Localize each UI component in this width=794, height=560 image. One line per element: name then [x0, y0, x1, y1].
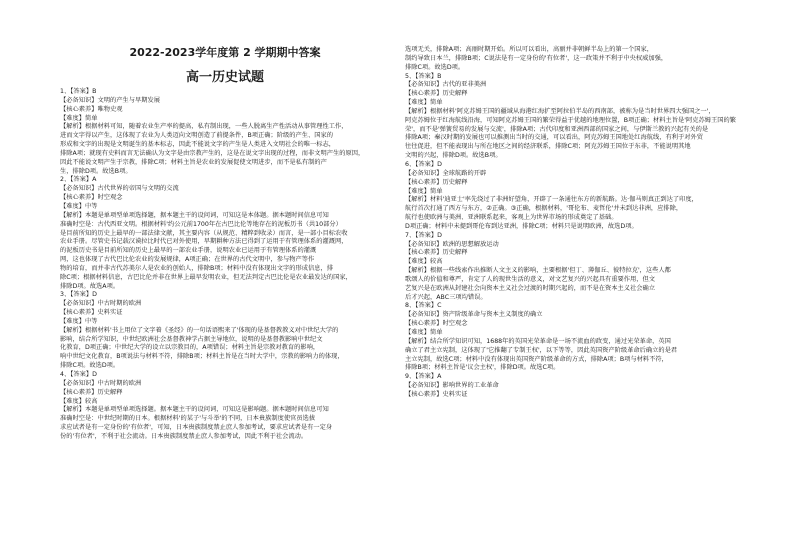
- right-line: 荣'，而不是'弹簧贸易的发展与交流'，排除A项；古代印度和亚洲西部的国家之间，与伊斯兰教的兴起有关的是: [405, 125, 709, 133]
- right-line: 确立了君主立宪制，这体现了'它推翻了专制王权'，以下等等，因此英国资产阶级革命后确立的是君: [405, 346, 678, 354]
- document-title: 2022-2023学年度第 2 学期期中答案: [129, 46, 321, 59]
- right-line: 【核心素养】时空观念: [405, 320, 468, 328]
- right-line: 【必备知识】影响世界的工业革命: [405, 382, 499, 390]
- right-line: 航行首次打通了西方与东方，②正确。③正确，根据材料，'哥伦布、麦哲伦'并未到达非洲，应排除，: [405, 205, 683, 213]
- right-line: 【核心素养】历史解释: [405, 249, 468, 257]
- right-line: 【难度】简单: [405, 329, 443, 336]
- right-line: D项正确；材料中未提到哥伦布到达亚洲，排除C项；材料只是说明欧洲，故选D项。: [405, 222, 638, 230]
- right-column: [405, 46, 743, 400]
- left-line: 【难度】中等: [60, 202, 98, 210]
- right-line: 【必备知识】资产阶级革命与资本主义制度的确立: [405, 311, 543, 319]
- left-line: 的泥板历史书是目前所知的历史上最早的一部农业手册，说明农业已运用于有管理体系的灌溉: [60, 247, 317, 255]
- right-line: 【难度】较高: [405, 258, 443, 266]
- left-line: 生，排除D项。故选B项。: [60, 167, 132, 175]
- left-line: 进而文字得以产生，这体现了农业为人类迈向文明创造了前提条件，B项正确；阶级的产生、国家的: [60, 132, 334, 140]
- right-line: 排除B项；材料主旨是'议会主权'，排除D项。故选C项。: [405, 364, 560, 372]
- left-line: 【难度】中等: [60, 317, 98, 325]
- left-column: [60, 45, 390, 442]
- left-line: 因此不能说文明产生于宗教，排除C项；材料主旨是农业的发展促使文明进步，而不是私有制的产: [60, 158, 327, 166]
- left-line: 影响，结合所学知识，中世纪欧洲社会基督教神学占据主导地位，说明的是基督教影响中世纪文: [60, 335, 323, 343]
- left-line: 【难度】简单: [60, 114, 98, 122]
- left-line: 3、【答案】D: [60, 291, 97, 299]
- left-line: 除C项；根据材料信息，古巴比伦并非在世界上最早发明农业，但无法判定古巴比伦是农业最发达的国家，: [60, 273, 352, 281]
- right-line: 【难度】简单: [405, 187, 443, 195]
- left-line: 响中世纪文化教育，B项说法与材料不符，排除B项；材料主旨是在当时大学中，宗教的影响力的体现，: [60, 353, 344, 361]
- right-line: 6、【答案】D: [405, 160, 442, 168]
- right-line: 5、【答案】B: [405, 72, 442, 80]
- right-line: 【必备知识】古代的亚非美洲: [405, 81, 487, 89]
- left-line: 农业手册。尽管史书记载汉谟拉比时代已对外使用，早期耕种方法已得到了运用于有管理体系的灌溉网，: [60, 238, 348, 246]
- left-line: 排除D项。故选A项。: [60, 282, 120, 290]
- left-line: 2、【答案】A: [60, 176, 97, 184]
- right-line: 【核心素养】历史解释: [405, 178, 468, 186]
- left-line: 求应试者是有一定身份的'有位者'，可知，日本贵族制度禁止庶人参加考试，要求应试者是有一定身: [60, 424, 333, 432]
- left-line: 形成和文字的出现是文明诞生的基本标志，因此不能说文字的产生是人类进入文明社会的唯一标志，: [60, 141, 335, 149]
- left-line: 【必备知识】中古时期的欧洲: [60, 300, 142, 308]
- left-line: 【核心素养】史料实证: [60, 309, 123, 317]
- right-line: 阿克苏姆位于红海航线沿海，可知阿克苏姆王国的繁荣得益于优越的地理位置，B项正确；材料主旨是'阿克苏姆王国的繁: [405, 116, 737, 124]
- right-line: 后才兴起，ABC三项均错误。: [405, 293, 487, 301]
- right-line: 【解析】根据一些线索作出推断人文主义的影响，主要根据'但丁、薄伽丘、彼特拉克'，这些人都: [405, 267, 671, 275]
- right-line: 7、【答案】D: [405, 231, 442, 239]
- right-line: 【解析】根据材料'阿克苏姆王国的疆域从海港红海扩至阿拉伯半岛的西南部，被称为是当时世界四大强国之一'，: [405, 107, 715, 115]
- left-line: 排除C项。故选D项。: [60, 362, 120, 370]
- right-line: 航行也使欧洲与美洲、亚洲联系起来，客观上为世界市场的形成奠定了基础。: [405, 214, 618, 222]
- left-line: 4、【答案】D: [60, 371, 97, 378]
- left-line: 是目前所知的历史上最早的一部法律文献，其主要内容（从规范、精粹到收录）而言，是一部小目标农收: [60, 229, 348, 237]
- right-line: 【核心素养】史料实证: [405, 390, 468, 398]
- left-line: 准确时空是：中世纪时期的日本。根据材料'的某子'与斗举'的不同，日本贵族制度使官员选拔: [60, 415, 316, 423]
- right-line: 排除A项；秦汉时期的发展也可以推测出当时的交通，可以看出，阿克苏姆王国地处红海航线，有利于对外贸: [405, 134, 704, 142]
- left-line: 【必备知识】文明的产生与早期发展: [60, 96, 160, 104]
- document-subtitle: 高一历史试题: [185, 70, 264, 85]
- title-spacer: [60, 45, 390, 88]
- right-line: 往往促进，但不能表现出与所在地区之间的经济联系，排除C项；阿克苏姆王国位于东非，不能说明其地: [405, 143, 691, 151]
- left-line: 网，这也体现了古代巴比伦农业的发展规律，A项正确；在世界的古代文明中，参与物产等作: [60, 256, 315, 264]
- left-line: 【解析】根据材料'书上用位了文字着《圣经》的一句话语熙来了'体现的是基督教教义对中世纪大学的: [60, 326, 339, 334]
- right-line: 【必备知识】全球航路的开辟: [405, 169, 487, 177]
- left-line: 【解析】本题是单项型单项选择题，据本题主干的设问词，可知这是本体题。据本题时间信息可知: [60, 211, 329, 219]
- left-line: 1、【答案】B: [60, 88, 97, 95]
- right-line: 【难度】简单: [405, 99, 443, 107]
- left-line: 化教育，D项正确；中世纪大学的设立以宗教目的，A项错误；材料主旨是宗教对教育的影响，: [60, 344, 320, 352]
- left-line: 排除A项；就现有史料而言无法确认为文字是由宗教产生的，这是在说文字出现的过程，而非文明产生的原因，: [60, 149, 365, 157]
- left-line: 份的'有位者'，不利于社会流动。日本贵族制度禁止庶人参加考试，因此不利于社会流动。: [60, 432, 308, 440]
- left-line: 【核心素养】历史解释: [60, 388, 123, 396]
- left-line: 【核心素养】唯物史观: [60, 105, 123, 113]
- left-line: 【核心素养】时空观念: [60, 194, 123, 202]
- right-line: 【解析】材料'迪亚士'率先绕过了非洲好望角，开辟了一条通往东方的新航路。达·伽马则真正到达了印度，: [405, 196, 698, 204]
- left-line: 【必备知识】古代世界的帝国与文明的交流: [60, 185, 179, 193]
- right-line: 8、【答案】C: [405, 302, 442, 310]
- right-line: 主立宪制，故选C项；材料中没有体现出英国资产阶级革命的方式，排除A项；B项与材料不符，: [405, 355, 668, 363]
- right-line: 艺复兴是在欧洲从封建社会向资本主义社会过渡的时期兴起的，而不是在资本主义社会确立: [405, 284, 655, 292]
- right-line: 9、【答案】A: [405, 373, 442, 381]
- right-line: 选项无关，排除A项；高丽时期开始。所以可以看出，高丽并非朝鲜半岛上的第一个国家，: [405, 46, 654, 53]
- right-line: 【解析】结合所学知识可知，1688年的英国光荣革命是一场不流血的政变，通过光荣革命，英国: [405, 337, 671, 345]
- right-line: 歌颂人的价值和尊严，肯定了人的现世生活的意义，对文艺复兴的兴起具有重要作用，但文: [405, 275, 655, 283]
- left-line: 【解析】本题是单项型单项选择题。据本题主干的设问词，可知这是影响题。据本题时间信息可知: [60, 406, 329, 414]
- left-line: 【难度】较高: [60, 397, 98, 405]
- left-line: 准确时空是：古代西亚文明。根据材料'约公元前1700年在古巴比伦等地存在的泥板历书（共10部分）: [60, 220, 342, 228]
- left-line: 【解析】根据材料可知，随着农业生产率的提高，私有制出现，一些人脱离生产性活动从事管理性工作，: [60, 123, 348, 131]
- right-line: 【必备知识】欧洲的思想解放运动: [405, 240, 499, 248]
- right-line: 文明的兴起，排除D项。故选B项。: [405, 152, 502, 160]
- right-line: 制约导致日本兰，排除B项；C说法是有一定身份的'有位者'，这一政策并不利于中央权威加强，: [405, 54, 668, 62]
- right-line: 【核心素养】历史解释: [405, 90, 468, 98]
- left-line: 【必备知识】中古时期的欧洲: [60, 379, 142, 387]
- right-line: 排除C项。故选D项。: [405, 63, 465, 71]
- left-line: 物的培育，而并非古代苏美尔人是农业的创始人，排除B项；材料中没有体现出文字的形成信息，排: [60, 264, 334, 272]
